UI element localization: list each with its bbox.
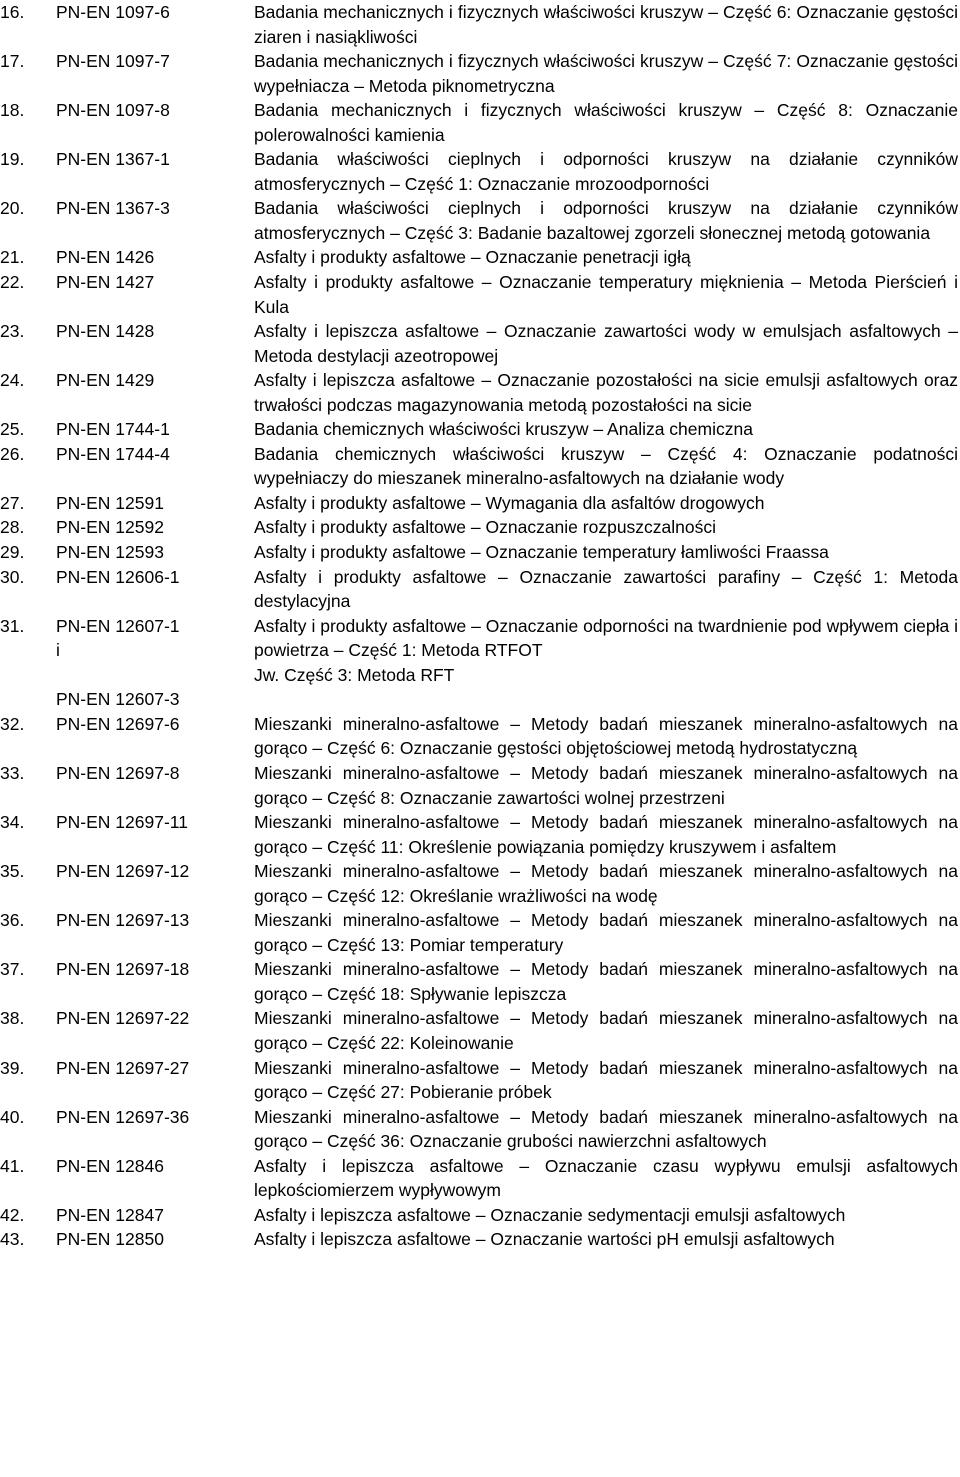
standard-title: Badania właściwości cieplnych i odporności kruszyw na działanie czynników atmosferycznych – Część 1: Oznaczanie mrozoodporności: [254, 149, 958, 194]
standard-code: PN-EN 12697-6: [56, 713, 180, 734]
standard-item: [0, 147, 960, 196]
standard-code: PN-EN 1367-3: [56, 198, 170, 219]
standard-item: [0, 442, 960, 491]
standard-title: Mieszanki mineralno-asfaltowe – Metody badań mieszanek mineralno-asfaltowych na gorąco – Część 18: Spływanie lepiszcza: [254, 959, 958, 1004]
item-number: 29.: [0, 542, 25, 563]
item-number: 32.: [0, 713, 25, 734]
standard-item: [0, 245, 960, 270]
standard-title: Mieszanki mineralno-asfaltowe – Metody badań mieszanek mineralno-asfaltowych na gorąco – Część 6: Oznaczanie gęstości objętościowej metodą hydrostatyczną: [254, 713, 958, 759]
standard-item: [0, 712, 960, 761]
item-number: 39.: [0, 1057, 25, 1078]
standard-code: PN-EN 12697-36: [56, 1106, 190, 1127]
standard-title: Mieszanki mineralno-asfaltowe – Metody badań mieszanek mineralno-asfaltowych na gorąco – Część 13: Pomiar temperatury: [254, 910, 958, 955]
item-number: 38.: [0, 1008, 25, 1029]
standard-code: PN-EN 1744-4: [56, 443, 170, 464]
item-number: 17.: [0, 51, 25, 72]
item-number: 24.: [0, 370, 25, 391]
item-number: 40.: [0, 1106, 25, 1127]
standard-code: PN-EN 1427: [56, 272, 155, 293]
standard-code: PN-EN 12593: [56, 542, 164, 563]
item-number: 26.: [0, 443, 25, 464]
standard-title: Asfalty i lepiszcza asfaltowe – Oznaczanie sedymentacji emulsji asfaltowych: [254, 1204, 846, 1225]
item-number: 20.: [0, 198, 25, 219]
item-number: 42.: [0, 1204, 25, 1225]
standard-item: [0, 1154, 960, 1203]
standard-title: Badania mechanicznych i fizycznych właściwości kruszyw – Część 7: Oznaczanie gęstości wypełniacza – Metoda piknometryczna: [254, 51, 958, 96]
item-number: 33.: [0, 762, 25, 783]
standard-code: PN-EN 12591: [56, 492, 164, 513]
standard-code: PN-EN 12697-13: [56, 910, 190, 931]
standard-item: [0, 540, 960, 565]
standard-item: [0, 1056, 960, 1105]
item-number: 30.: [0, 566, 25, 587]
standard-title: Asfalty i lepiszcza asfaltowe – Oznaczanie czasu wypływu emulsji asfaltowych lepkościomierzem wypływowym: [254, 1155, 958, 1201]
standard-item: [0, 859, 960, 908]
standard-item: [0, 368, 960, 417]
standard-item: [0, 761, 960, 810]
standard-item: [0, 810, 960, 859]
standard-title: Badania chemicznych właściwości kruszyw – Analiza chemiczna: [254, 419, 753, 440]
item-number: 36.: [0, 910, 25, 931]
item-number: 23.: [0, 321, 25, 342]
standard-title: Asfalty i produkty asfaltowe – Oznaczanie temperatury mięknienia – Metoda Pierścień i Kula: [254, 272, 958, 317]
item-number: 18.: [0, 100, 25, 121]
standard-code: PN-EN 12697-8: [56, 762, 180, 783]
item-number: 25.: [0, 419, 25, 440]
standard-code: PN-EN 12607-1 i PN-EN 12607-3: [56, 615, 180, 710]
standard-item: [0, 1105, 960, 1154]
standard-item: [0, 98, 960, 147]
standard-item: [0, 908, 960, 957]
standard-title: Mieszanki mineralno-asfaltowe – Metody badań mieszanek mineralno-asfaltowych na gorąco – Część 11: Określenie powiązania pomiędzy kruszywem i asfaltem: [254, 812, 958, 857]
standard-title: Badania mechanicznych i fizycznych właściwości kruszyw – Część 8: Oznaczanie polerowalności kamienia: [254, 100, 958, 145]
standard-code: PN-EN 12850: [56, 1229, 164, 1250]
standard-title: Asfalty i produkty asfaltowe – Oznaczanie zawartości parafiny – Część 1: Metoda destylacyjna: [254, 566, 958, 612]
standard-title: Mieszanki mineralno-asfaltowe – Metody badań mieszanek mineralno-asfaltowych na gorąco – Część 36: Oznaczanie grubości nawierzchni asfaltowych: [254, 1106, 958, 1152]
standard-code: PN-EN 1097-8: [56, 100, 170, 121]
item-number: 21.: [0, 247, 25, 268]
standard-title: Mieszanki mineralno-asfaltowe – Metody badań mieszanek mineralno-asfaltowych na gorąco – Część 12: Określanie wrażliwości na wodę: [254, 861, 958, 906]
standard-title: Mieszanki mineralno-asfaltowe – Metody badań mieszanek mineralno-asfaltowych na gorąco – Część 22: Koleinowanie: [254, 1008, 958, 1053]
item-number: 43.: [0, 1229, 25, 1250]
standard-code: PN-EN 12697-27: [56, 1057, 190, 1078]
standard-code: PN-EN 1428: [56, 321, 155, 342]
item-number: 34.: [0, 812, 25, 833]
standard-code: PN-EN 12846: [56, 1155, 164, 1176]
standard-title: Badania chemicznych właściwości kruszyw – Część 4: Oznaczanie podatności wypełniaczy do mieszanek mineralno-asfaltowych na działanie wody: [254, 443, 958, 489]
standard-item: [0, 196, 960, 245]
standard-title: Asfalty i produkty asfaltowe – Oznaczanie temperatury łamliwości Fraassa: [254, 542, 829, 563]
standard-title: Asfalty i lepiszcza asfaltowe – Oznaczanie pozostałości na sicie emulsji asfaltowych oraz trwałości podczas magazynowania metodą pozostałości na sicie: [254, 370, 958, 415]
standard-code: PN-EN 1097-7: [56, 51, 170, 72]
standard-title: Asfalty i produkty asfaltowe – Wymagania dla asfaltów drogowych: [254, 492, 765, 513]
standard-code: PN-EN 12697-12: [56, 861, 190, 882]
standard-item: [0, 0, 960, 49]
standard-title: Mieszanki mineralno-asfaltowe – Metody badań mieszanek mineralno-asfaltowych na gorąco – Część 8: Oznaczanie zawartości wolnej przestrzeni: [254, 762, 958, 808]
standard-code: PN-EN 12847: [56, 1204, 164, 1225]
standard-title: Asfalty i produkty asfaltowe – Oznaczanie odporności na twardnienie pod wpływem ciepła i powietrza – Część 1: Metoda RTFOT: [254, 615, 958, 661]
standard-code: PN-EN 1426: [56, 247, 155, 268]
standard-item: [0, 565, 960, 614]
standard-code: PN-EN 1097-6: [56, 2, 170, 22]
standard-title: Asfalty i produkty asfaltowe – Oznaczanie penetracji igłą: [254, 247, 691, 268]
standard-code: PN-EN 12697-22: [56, 1008, 190, 1029]
standard-code: PN-EN 12592: [56, 517, 164, 538]
standard-item: [0, 614, 960, 712]
standard-code: PN-EN 1429: [56, 370, 155, 391]
standard-item: [0, 1227, 960, 1252]
item-number: 22.: [0, 272, 25, 293]
standard-title: Mieszanki mineralno-asfaltowe – Metody badań mieszanek mineralno-asfaltowych na gorąco – Część 27: Pobieranie próbek: [254, 1057, 958, 1103]
standard-title: Badania mechanicznych i fizycznych właściwości kruszyw – Część 6: Oznaczanie gęstości ziaren i nasiąkliwości: [254, 2, 958, 47]
standard-title: Asfalty i produkty asfaltowe – Oznaczanie rozpuszczalności: [254, 517, 717, 538]
standard-title-continued: Jw. Część 3: Metoda RFT: [254, 664, 455, 685]
standard-item: [0, 515, 960, 540]
item-number: 41.: [0, 1155, 25, 1176]
item-number: 27.: [0, 492, 25, 513]
standard-item: [0, 49, 960, 98]
standard-code: PN-EN 12606-1: [56, 566, 180, 587]
standard-title: Badania właściwości cieplnych i odporności kruszyw na działanie czynników atmosferycznych – Część 3: Badanie bazaltowej zgorzeli słonecznej metodą gotowania: [254, 198, 958, 243]
standard-code: PN-EN 1367-1: [56, 149, 170, 170]
standard-item: [0, 319, 960, 368]
standard-item: [0, 491, 960, 516]
standard-item: [0, 270, 960, 319]
standard-code: PN-EN 1744-1: [56, 419, 170, 440]
standard-code: PN-EN 12697-18: [56, 959, 190, 980]
item-number: 31.: [0, 615, 25, 636]
standard-item: [0, 957, 960, 1006]
item-number: 35.: [0, 861, 25, 882]
item-number: 28.: [0, 517, 25, 538]
standard-item: [0, 1203, 960, 1228]
item-number: 19.: [0, 149, 25, 170]
item-number: 16.: [0, 2, 25, 22]
standard-code: PN-EN 12697-11: [56, 812, 188, 833]
item-number: 37.: [0, 959, 25, 980]
standard-title: Asfalty i lepiszcza asfaltowe – Oznaczanie wartości pH emulsji asfaltowych: [254, 1229, 835, 1250]
standard-item: [0, 417, 960, 442]
standard-item: [0, 1006, 960, 1055]
standard-title: Asfalty i lepiszcza asfaltowe – Oznaczanie zawartości wody w emulsjach asfaltowych – Metoda destylacji azeotropowej: [254, 321, 958, 366]
